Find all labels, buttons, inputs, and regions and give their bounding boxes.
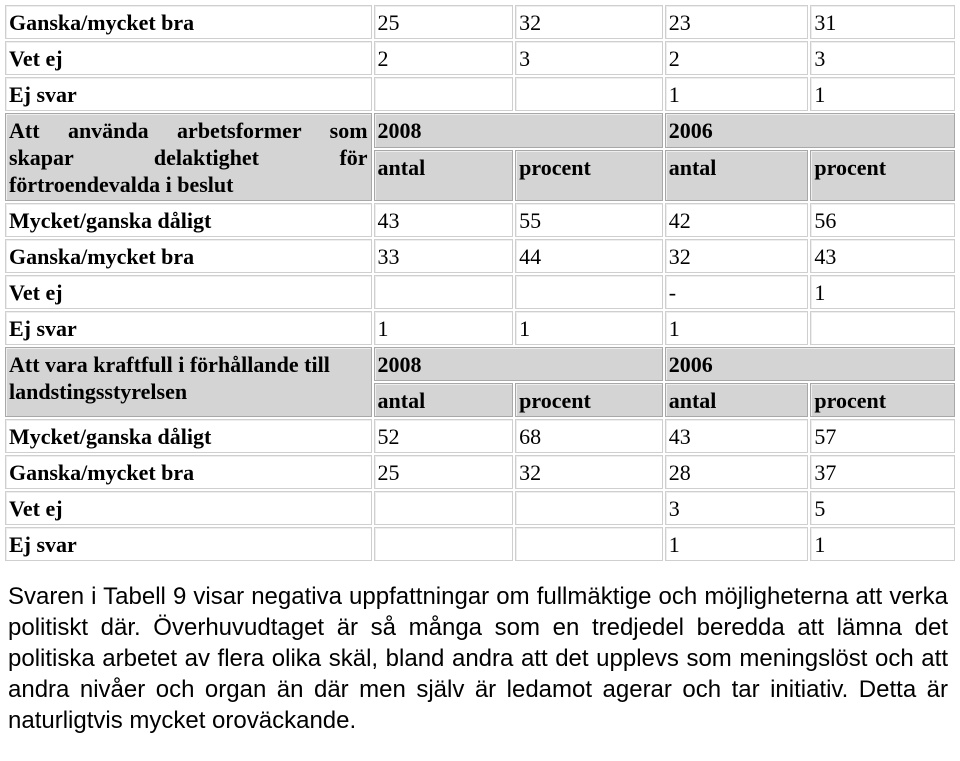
- year-header: 2008: [374, 113, 663, 148]
- table-row: [5, 527, 955, 561]
- survey-table: [3, 3, 957, 563]
- column-header: procent: [810, 150, 955, 201]
- cell-value: 33: [374, 239, 514, 273]
- column-header: antal: [374, 383, 514, 417]
- cell-value: 23: [665, 5, 809, 39]
- cell-value: 25: [374, 5, 514, 39]
- year-header: 2006: [665, 347, 955, 381]
- section-heading: Att använda arbetsformer som skapar delaktighet för förtroendevalda i beslut: [5, 113, 372, 201]
- column-header: procent: [810, 383, 955, 417]
- cell-value: 32: [515, 5, 663, 39]
- cell-value: 2: [374, 41, 514, 75]
- row-label: Mycket/ganska dåligt: [5, 419, 372, 453]
- column-header: antal: [665, 150, 809, 201]
- table-row: [5, 275, 955, 309]
- cell-value: 32: [665, 239, 809, 273]
- cell-value: 44: [515, 239, 663, 273]
- cell-value: [515, 77, 663, 111]
- column-header: procent: [515, 383, 663, 417]
- cell-value: [374, 491, 514, 525]
- table-row: [5, 203, 955, 237]
- cell-value: 42: [665, 203, 809, 237]
- table-row: [5, 239, 955, 273]
- row-label: Mycket/ganska dåligt: [5, 203, 372, 237]
- cell-value: 43: [665, 419, 809, 453]
- cell-value: 1: [810, 275, 955, 309]
- table-row: [5, 491, 955, 525]
- column-header: antal: [665, 383, 809, 417]
- cell-value: [374, 77, 514, 111]
- table-row: [5, 41, 955, 75]
- cell-value: 3: [515, 41, 663, 75]
- column-header: procent: [515, 150, 663, 201]
- cell-value: 43: [374, 203, 514, 237]
- cell-value: 25: [374, 455, 514, 489]
- cell-value: [374, 527, 514, 561]
- cell-value: 68: [515, 419, 663, 453]
- row-label: Ej svar: [5, 527, 372, 561]
- cell-value: 32: [515, 455, 663, 489]
- cell-value: -: [665, 275, 809, 309]
- body-paragraph: Svaren i Tabell 9 visar negativa uppfattningar om fullmäktige och möjligheterna att verka politiskt där. Överhuvudtaget är så många som en tredjedel beredda att lämna det politiska arbetet av flera olika skäl, bland andra att det upplevs som meningslöst och att andra nivåer och organ än där men själv är ledamot agerar och tar initiativ. Detta är naturligtvis mycket oroväckande.: [8, 583, 948, 734]
- table-header-row: [5, 347, 955, 381]
- cell-value: 1: [665, 527, 809, 561]
- cell-value: 1: [665, 77, 809, 111]
- cell-value: 2: [665, 41, 809, 75]
- row-label: Ganska/mycket bra: [5, 239, 372, 273]
- cell-value: [515, 491, 663, 525]
- cell-value: 5: [810, 491, 955, 525]
- cell-value: 57: [810, 419, 955, 453]
- cell-value: 37: [810, 455, 955, 489]
- table-row: [5, 455, 955, 489]
- cell-value: 1: [374, 311, 514, 345]
- column-header: antal: [374, 150, 514, 201]
- cell-value: 56: [810, 203, 955, 237]
- row-label: Ej svar: [5, 77, 372, 111]
- cell-value: 55: [515, 203, 663, 237]
- cell-value: [515, 527, 663, 561]
- cell-value: 31: [810, 5, 955, 39]
- cell-value: 1: [515, 311, 663, 345]
- table-row: [5, 311, 955, 345]
- cell-value: 1: [810, 527, 955, 561]
- row-label: Ganska/mycket bra: [5, 455, 372, 489]
- cell-value: [515, 275, 663, 309]
- table-row: [5, 5, 955, 39]
- cell-value: 52: [374, 419, 514, 453]
- cell-value: 1: [665, 311, 809, 345]
- cell-value: 43: [810, 239, 955, 273]
- cell-value: [810, 311, 955, 345]
- table-row: [5, 77, 955, 111]
- row-label: Vet ej: [5, 41, 372, 75]
- year-header: 2008: [374, 347, 663, 381]
- section-heading: Att vara kraftfull i förhållande till landstingsstyrelsen: [5, 347, 372, 417]
- cell-value: [374, 275, 514, 309]
- cell-value: 1: [810, 77, 955, 111]
- row-label: Vet ej: [5, 275, 372, 309]
- year-header: 2006: [665, 113, 955, 148]
- table-row: [5, 419, 955, 453]
- row-label: Ej svar: [5, 311, 372, 345]
- row-label: Ganska/mycket bra: [5, 5, 372, 39]
- row-label: Vet ej: [5, 491, 372, 525]
- cell-value: 3: [810, 41, 955, 75]
- cell-value: 28: [665, 455, 809, 489]
- table-header-row: [5, 113, 955, 148]
- cell-value: 3: [665, 491, 809, 525]
